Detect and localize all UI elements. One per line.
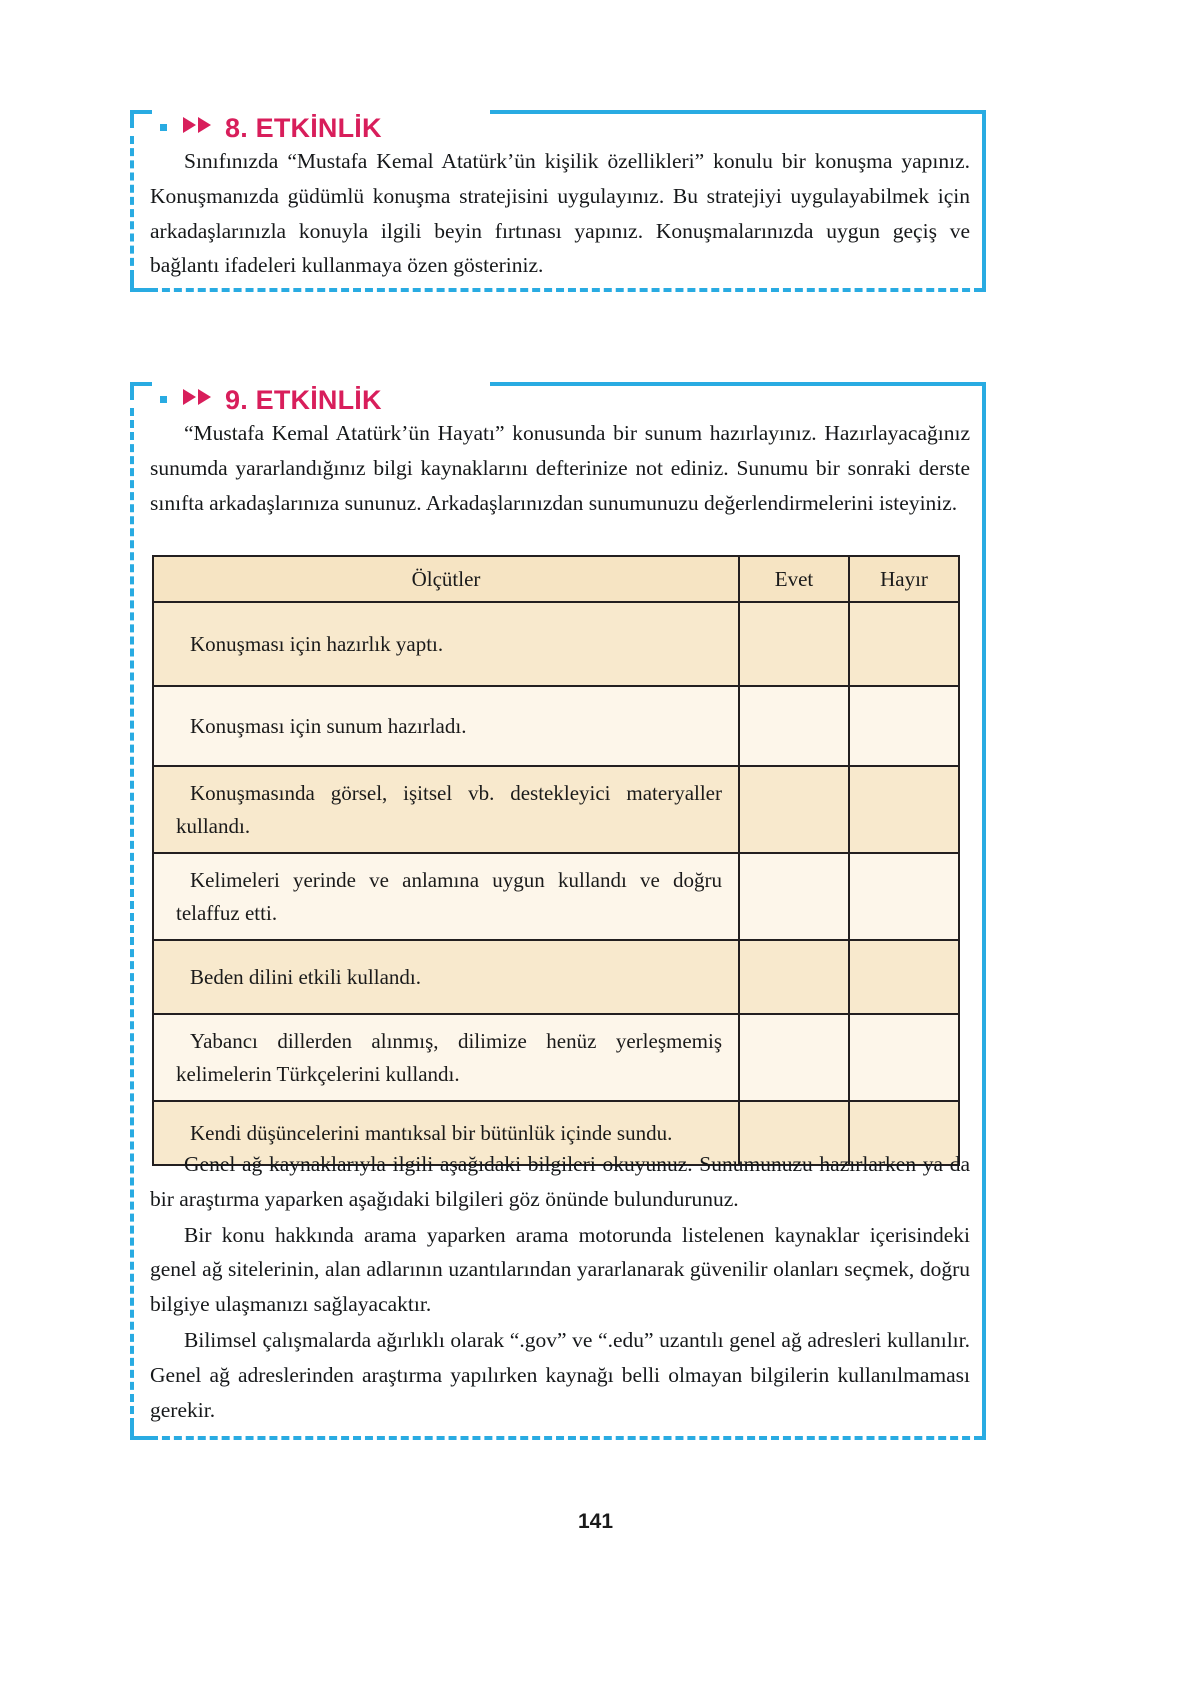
table-header-row xyxy=(153,556,959,602)
table-row xyxy=(153,766,959,853)
activity-8-body xyxy=(150,144,970,283)
criterion-text: Kelimeleri yerinde ve anlamına uygun kullandı ve doğru telaffuz etti. xyxy=(153,853,739,940)
evaluation-table xyxy=(152,555,960,1166)
no-checkbox-cell[interactable] xyxy=(849,1014,959,1101)
activity-box-9 xyxy=(130,382,986,1440)
corner-bracket-bottom-icon xyxy=(130,276,152,292)
frame-top-border xyxy=(490,382,986,386)
corner-bracket-icon xyxy=(130,382,152,400)
frame-bottom-border xyxy=(150,288,982,292)
activity-9-heading xyxy=(174,380,396,420)
activity-8-heading xyxy=(174,108,396,148)
double-arrow-icon xyxy=(182,115,216,135)
double-arrow-icon xyxy=(182,387,216,407)
table-row xyxy=(153,686,959,766)
table-row xyxy=(153,853,959,940)
criterion-text: Beden dilini etkili kullandı. xyxy=(153,940,739,1014)
criterion-text: Konuşmasında görsel, işitsel vb. destekleyici materyaller kullandı. xyxy=(153,766,739,853)
criterion-text: Konuşması için hazırlık yaptı. xyxy=(153,602,739,686)
frame-right-border xyxy=(982,110,986,292)
column-header-no: Hayır xyxy=(849,556,959,602)
activity-9-closing xyxy=(150,1147,970,1428)
paragraph: Bir konu hakkında arama yaparken arama motorunda listelenen kaynaklar içerisindeki genel ağ sitelerinin, alan adlarının uzantılarından yararlanarak güvenilir olanları seçmek, doğru bilgiye ulaşmanızı sağlayacaktır. xyxy=(150,1222,970,1317)
activity-9-title: 9. ETKİNLİK xyxy=(225,384,382,415)
paragraph: “Mustafa Kemal Atatürk’ün Hayatı” konusunda bir sunum hazırlayınız. Hazırlayacağınız sunumda yararlandığınız bilgi kaynaklarını defterinize not ediniz. Sunumu bir sonraki derste sınıfta arkadaşlarınıza sununuz. Arkadaşlarınızdan sunumunuzu değerlendirmelerini isteyiniz. xyxy=(150,421,970,515)
activity-9-intro xyxy=(150,416,970,520)
frame-dot xyxy=(160,124,167,131)
criterion-text: Kendi düşüncelerini mantıksal bir bütünlük içinde sundu. xyxy=(153,1101,739,1165)
yes-checkbox-cell[interactable] xyxy=(739,766,849,853)
paragraph: Bilimsel çalışmalarda ağırlıklı olarak “.gov” ve “.edu” uzantılı genel ağ adresleri kullanılır. Genel ağ adreslerinden araştırma yapılırken kaynağı belli olmayan bilgilerin kullanılmaması gerekir. xyxy=(150,1328,970,1422)
no-checkbox-cell[interactable] xyxy=(849,766,959,853)
activity-box-8 xyxy=(130,110,986,292)
no-checkbox-cell[interactable] xyxy=(849,602,959,686)
frame-left-border xyxy=(130,136,134,278)
no-checkbox-cell[interactable] xyxy=(849,853,959,940)
activity-8-title: 8. ETKİNLİK xyxy=(225,112,382,143)
column-header-yes: Evet xyxy=(739,556,849,602)
column-header-criteria: Ölçütler xyxy=(153,556,739,602)
page-number: 141 xyxy=(577,1510,614,1533)
table-row xyxy=(153,602,959,686)
no-checkbox-cell[interactable] xyxy=(849,686,959,766)
frame-dot xyxy=(160,396,167,403)
frame-right-border xyxy=(982,382,986,1440)
yes-checkbox-cell[interactable] xyxy=(739,853,849,940)
frame-top-border xyxy=(490,110,986,114)
corner-bracket-icon xyxy=(130,110,152,128)
table-row xyxy=(153,940,959,1014)
yes-checkbox-cell[interactable] xyxy=(739,1014,849,1101)
no-checkbox-cell[interactable] xyxy=(849,940,959,1014)
criterion-text: Konuşması için sunum hazırladı. xyxy=(153,686,739,766)
criterion-text: Yabancı dillerden alınmış, dilimize henüz yerleşmemiş kelimelerin Türkçelerini kullandı. xyxy=(153,1014,739,1101)
frame-bottom-border xyxy=(150,1436,982,1440)
yes-checkbox-cell[interactable] xyxy=(739,686,849,766)
yes-checkbox-cell[interactable] xyxy=(739,940,849,1014)
paragraph: Sınıfınızda “Mustafa Kemal Atatürk’ün kişilik özellikleri” konulu bir konuşma yapınız. Konuşmanızda güdümlü konuşma stratejisini uygulayınız. Bu stratejiyi uygulayabilmek için arkadaşlarınızla konuyla ilgili beyin fırtınası yapınız. Konuşmalarınızda uygun geçiş ve bağlantı ifadeleri kullanmaya özen gösteriniz. xyxy=(150,149,970,278)
yes-checkbox-cell[interactable] xyxy=(739,602,849,686)
paragraph: Genel ağ kaynaklarıyla ilgili aşağıdaki bilgileri okuyunuz. Sunumunuzu hazırlarken ya da bir araştırma yaparken aşağıdaki bilgileri göz önünde bulundurunuz. xyxy=(150,1152,970,1211)
frame-left-border xyxy=(130,408,134,1426)
corner-bracket-bottom-icon xyxy=(130,1424,152,1440)
table-row xyxy=(153,1014,959,1101)
